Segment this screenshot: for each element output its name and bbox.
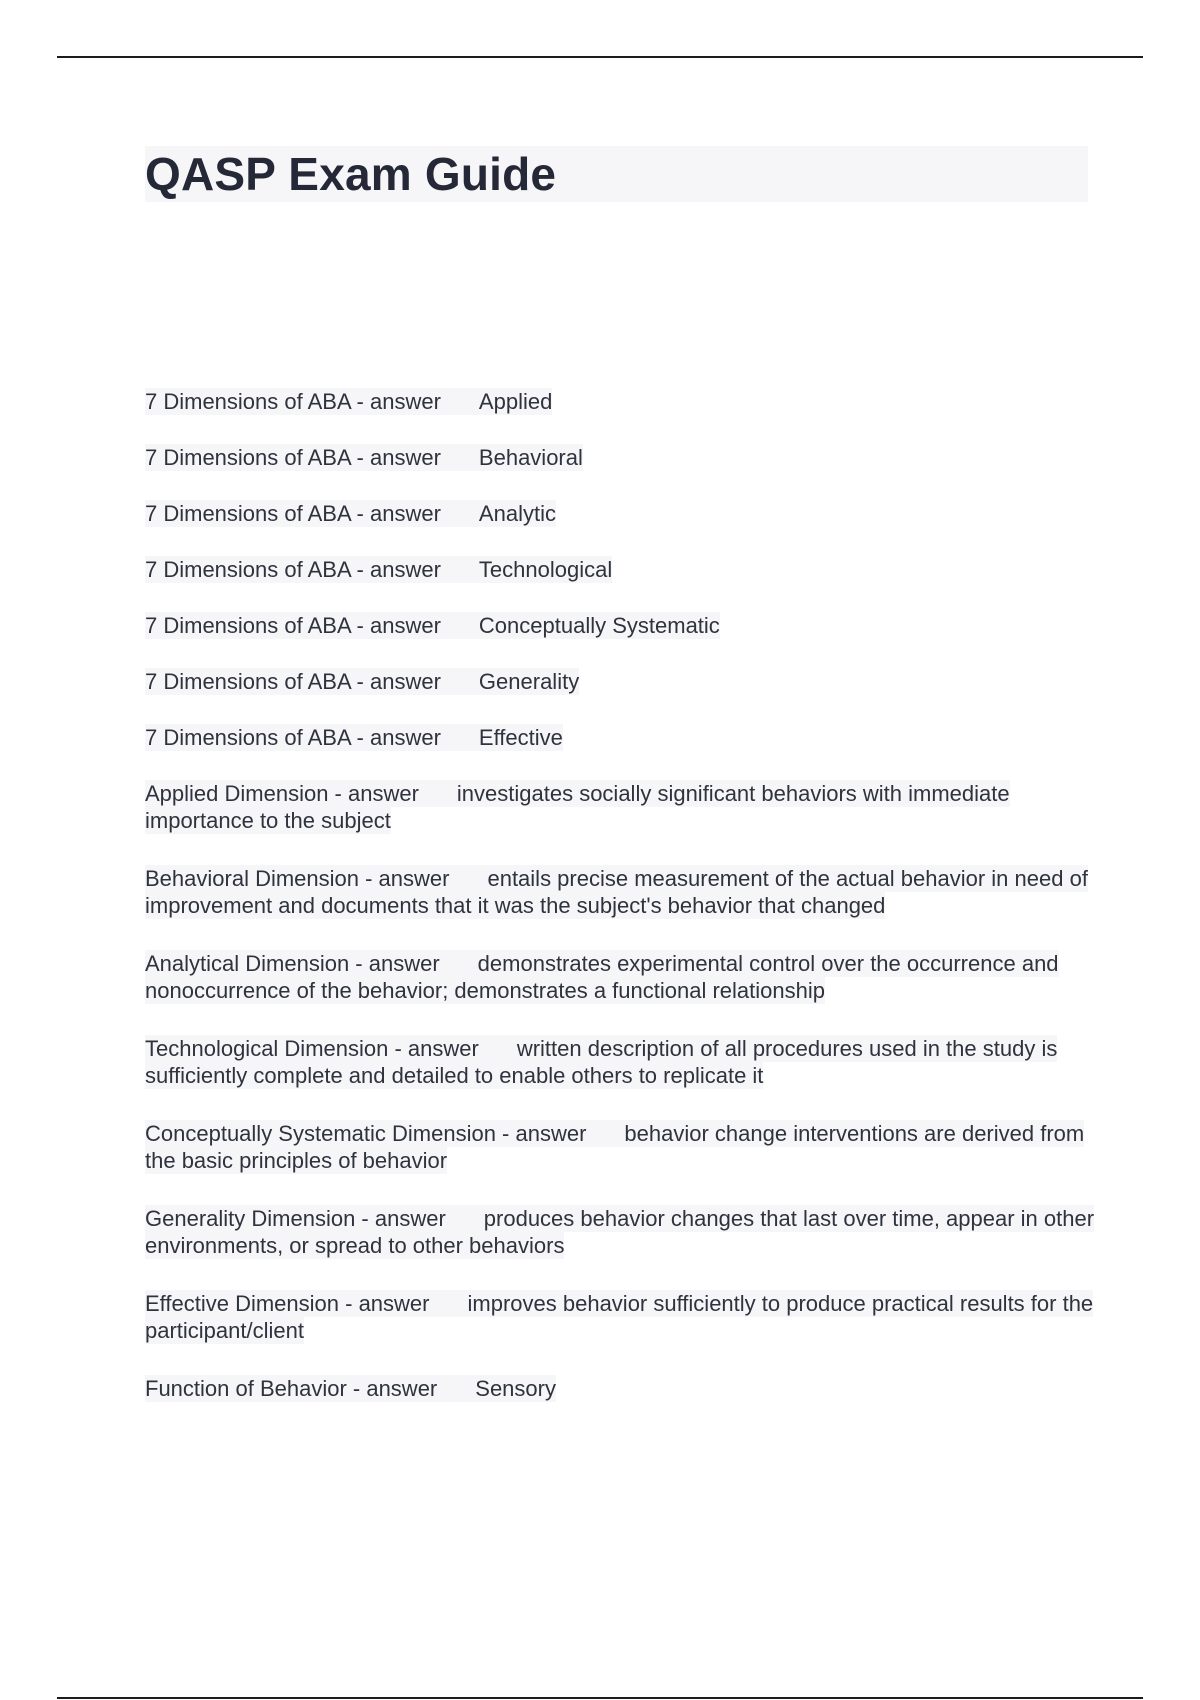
card-definition: Technological [478,557,613,582]
top-rule [57,56,1143,58]
flashcard [145,724,1105,751]
card-term: Technological Dimension - answer [145,1036,479,1061]
card-definition: Generality [478,669,580,694]
card-term: 7 Dimensions of ABA - answer [145,445,441,470]
card-definition: entails precise measurement of the actual behavior in need of improvement and documents that it was the subject's behavior that changed [145,866,1088,918]
flashcard [145,950,1105,1004]
flashcard [145,388,1105,415]
bottom-rule [57,1697,1143,1699]
flashcard [145,1205,1105,1259]
flashcard [145,1120,1105,1174]
card-definition: improves behavior sufficiently to produce practical results for the participant/client [145,1291,1094,1343]
card-definition: Behavioral [478,445,583,470]
flashcard [145,500,1105,527]
card-definition: Analytic [478,501,556,526]
card-term: Generality Dimension - answer [145,1206,446,1231]
page-title: QASP Exam Guide [145,148,557,200]
card-term: Analytical Dimension - answer [145,951,440,976]
card-term: 7 Dimensions of ABA - answer [145,389,441,414]
flashcard [145,556,1105,583]
card-term: Applied Dimension - answer [145,781,419,806]
flashcard [145,1290,1105,1344]
card-term: 7 Dimensions of ABA - answer [145,557,441,582]
flashcard [145,780,1105,834]
flashcard [145,668,1105,695]
card-term: 7 Dimensions of ABA - answer [145,501,441,526]
card-term: Behavioral Dimension - answer [145,866,450,891]
flashcard [145,1375,1105,1402]
card-term: Function of Behavior - answer [145,1376,438,1401]
card-definition: Effective [478,725,563,750]
card-term: 7 Dimensions of ABA - answer [145,613,441,638]
card-definition: produces behavior changes that last over time, appear in other environments, or spread to other behaviors [145,1206,1095,1258]
flashcard-list [145,388,1105,1431]
card-term: Conceptually Systematic Dimension - answer [145,1121,587,1146]
card-term: 7 Dimensions of ABA - answer [145,725,441,750]
flashcard [145,865,1105,919]
flashcard [145,1035,1105,1089]
card-definition: Conceptually Systematic [478,613,720,638]
flashcard [145,612,1105,639]
card-definition: investigates socially significant behaviors with immediate importance to the subject [145,781,1010,833]
card-definition: Applied [478,389,553,414]
card-term: Effective Dimension - answer [145,1291,430,1316]
card-term: 7 Dimensions of ABA - answer [145,669,441,694]
card-definition: Sensory [475,1376,556,1401]
card-definition: demonstrates experimental control over the occurrence and nonoccurrence of the behavior; demonstrates a functional relationship [145,951,1059,1003]
flashcard [145,444,1105,471]
card-definition: behavior change interventions are derived from the basic principles of behavior [145,1121,1085,1173]
card-definition: written description of all procedures used in the study is sufficiently complete and detailed to enable others to replicate it [145,1036,1058,1088]
